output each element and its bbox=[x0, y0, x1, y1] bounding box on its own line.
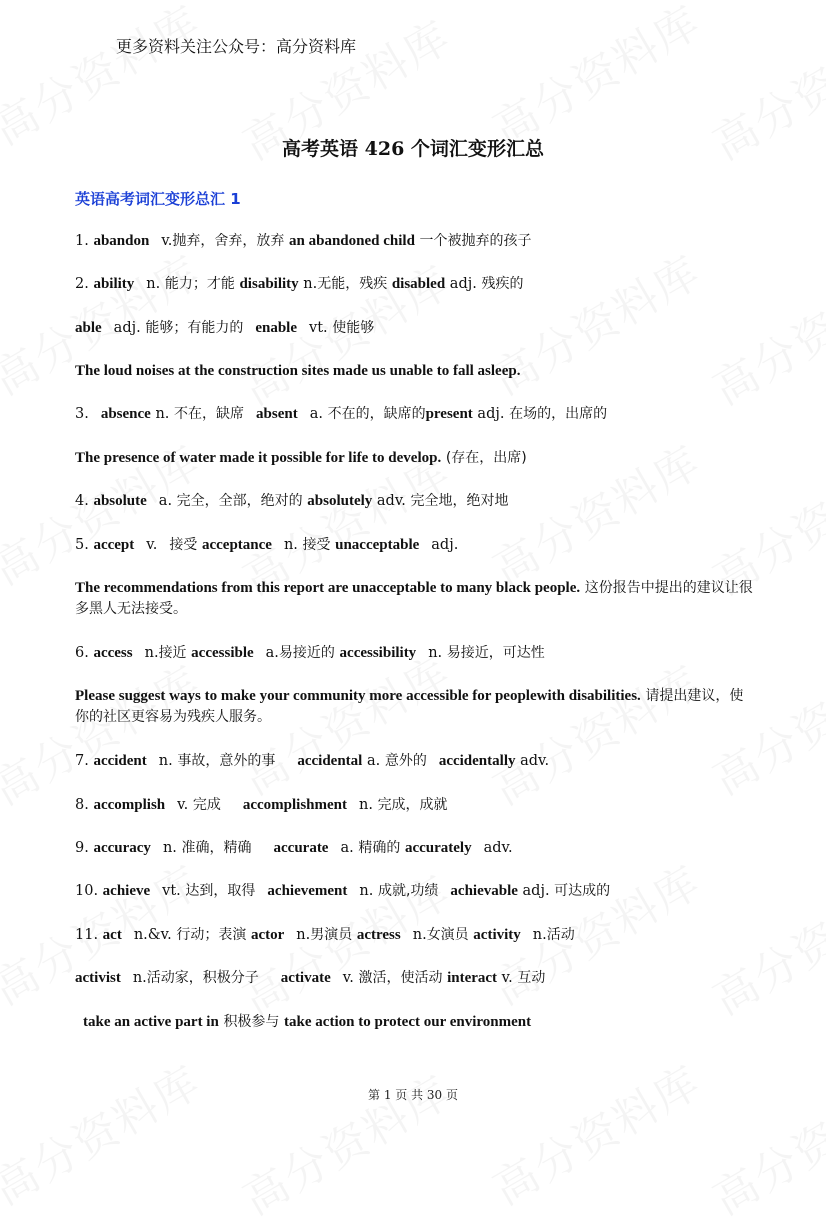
example-sentence: The presence of water made it possible for life to develop. (存在，出席) bbox=[75, 450, 527, 466]
section-subtitle: 英语高考词汇变形总汇 1 bbox=[75, 190, 241, 208]
example-sentence: Please suggest ways to make your community more accessible for peoplewith disabilities. 请提出建议，使你的社区更容易为残疾人服务。 bbox=[75, 688, 744, 725]
entry-line: 11. act n.&v. 行动；表演 actor n.男演员 actress n.女演员 activity n.活动 bbox=[75, 927, 575, 943]
entry-line: 10. achieve vt. 达到，取得 achievement n. 成就,功绩 achievable adj. 可达成的 bbox=[75, 883, 611, 899]
page-title: 高考英语 426 个词汇变形汇总 bbox=[282, 138, 544, 160]
entry-line: activist n.活动家，积极分子 activate v. 激活，使活动 interact v. 互动 bbox=[75, 970, 546, 986]
page-header: 更多资料关注公众号：高分资料库 bbox=[116, 37, 357, 56]
watermark bbox=[0, 647, 211, 817]
watermark bbox=[229, 1057, 460, 1227]
entry-line: 3. absence n. 不在，缺席 absent a. 不在的，缺席的present adj. 在场的，出席的 bbox=[75, 406, 608, 422]
entry-line: 6. access n.接近 accessible a.易接近的 accessibility n. 易接近，可达性 bbox=[75, 645, 545, 661]
example-phrase: take an active part in 积极参与 take action to protect our environment bbox=[83, 1014, 532, 1030]
example-sentence: The loud noises at the construction sites made us unable to fall asleep. bbox=[75, 363, 521, 379]
entry-line: 1. abandon v.抛弃，舍弃，放弃 an abandoned child 一个被抛弃的孩子 bbox=[75, 233, 532, 249]
entry-line: 4. absolute a. 完全，全部，绝对的 absolutely adv. 完全地，绝对地 bbox=[75, 493, 509, 509]
entry-line: 5. accept v. 接受 acceptance n. 接受 unacceptable adj. bbox=[75, 537, 459, 553]
page-footer: 第 1 页 共 30 页 bbox=[368, 1088, 458, 1102]
entry-line: 9. accuracy n. 准确，精确 accurate a. 精确的 accurately adv. bbox=[75, 840, 513, 856]
watermark bbox=[0, 1047, 211, 1217]
watermark bbox=[479, 1047, 710, 1217]
entry-line: able adj. 能够；有能力的 enable vt. 使能够 bbox=[75, 320, 375, 336]
watermark bbox=[699, 1057, 826, 1227]
example-sentence: The recommendations from this report are unacceptable to many black people. 这份报告中提出的建议让很多黑人无法接受。 bbox=[75, 580, 753, 617]
entry-line: 8. accomplish v. 完成 accomplishment n. 完成，成就 bbox=[75, 797, 448, 813]
watermark bbox=[479, 647, 710, 817]
entry-line: 2. ability n. 能力；才能 disability n.无能，残疾 disabled adj. 残疾的 bbox=[75, 276, 524, 292]
entry-line: 7. accident n. 事故，意外的事 accidental a. 意外的 accidentally adv. bbox=[75, 753, 550, 769]
